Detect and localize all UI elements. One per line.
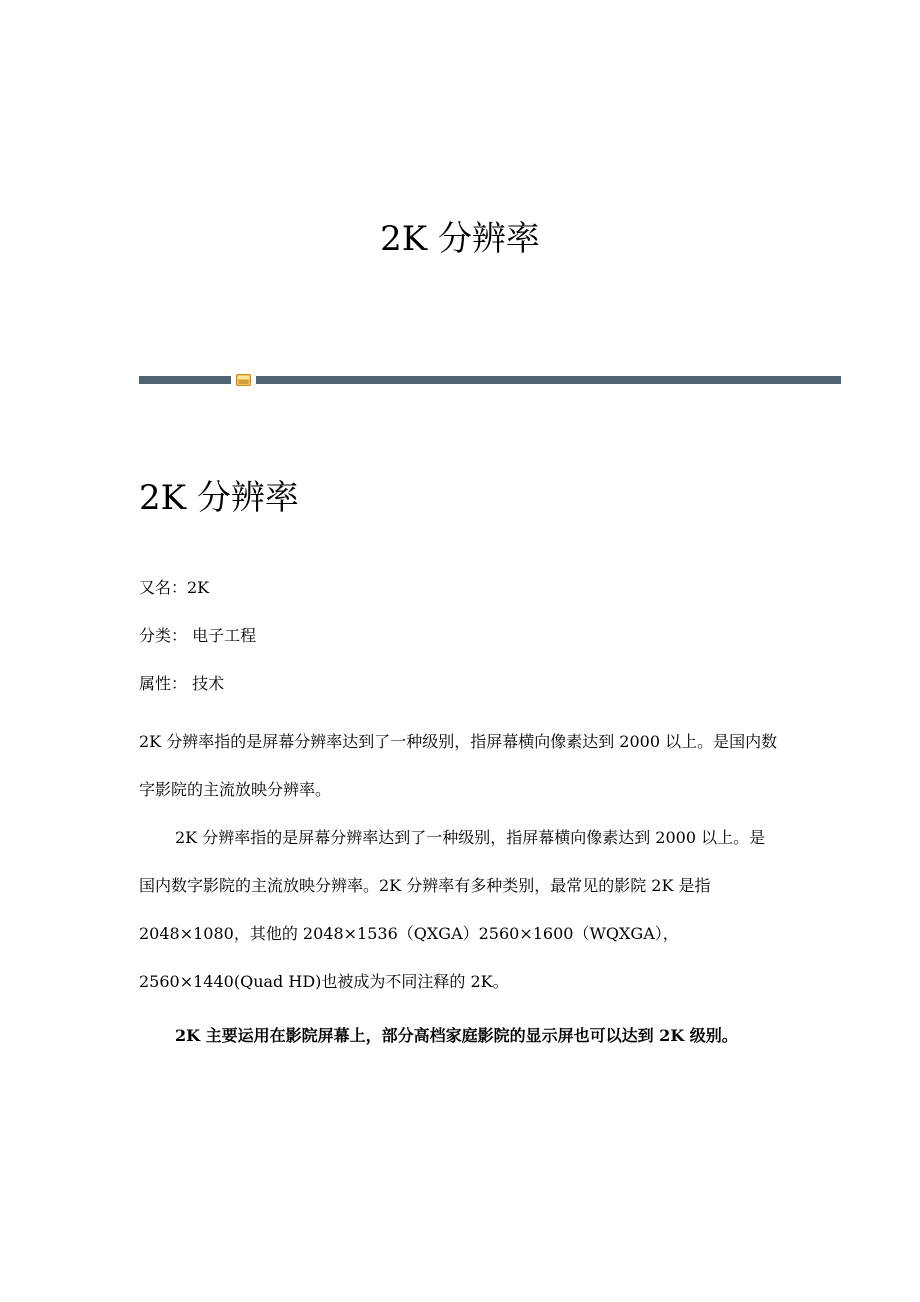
document-emblem-icon — [236, 374, 251, 386]
section-divider — [139, 374, 841, 386]
usage-paragraph: 2K 主要运用在影院屏幕上，部分高档家庭影院的显示屏也可以达到 2K 级别。 — [175, 1026, 738, 1045]
alias-line: 又名：2K — [139, 578, 210, 597]
divider-bar-right — [256, 376, 841, 384]
divider-bar-left — [139, 376, 231, 384]
detail-paragraph: 2K 分辨率指的是屏幕分辨率达到了一种级别，指屏幕横向像素达到 2000 以上。是国内数字影院的主流放映分辨率。2K 分辨率有多种类别，最常见的影院 2K 是指 2048×1080，其他的 2048×1536（QXGA）2560×1600（WQXGA），2560×1440(Quad HD)也被成为不同注释的 2K。 — [139, 828, 766, 991]
category-line: 分类： 电子工程 — [139, 626, 257, 645]
summary-paragraph: 2K 分辨率指的是屏幕分辨率达到了一种级别，指屏幕横向像素达到 2000 以上。是国内数字影院的主流放映分辨率。 — [139, 732, 778, 799]
article-title: 2K 分辨率 — [139, 478, 299, 518]
attribute-line: 属性： 技术 — [139, 674, 225, 693]
cover-title: 2K 分辨率 — [380, 219, 540, 259]
